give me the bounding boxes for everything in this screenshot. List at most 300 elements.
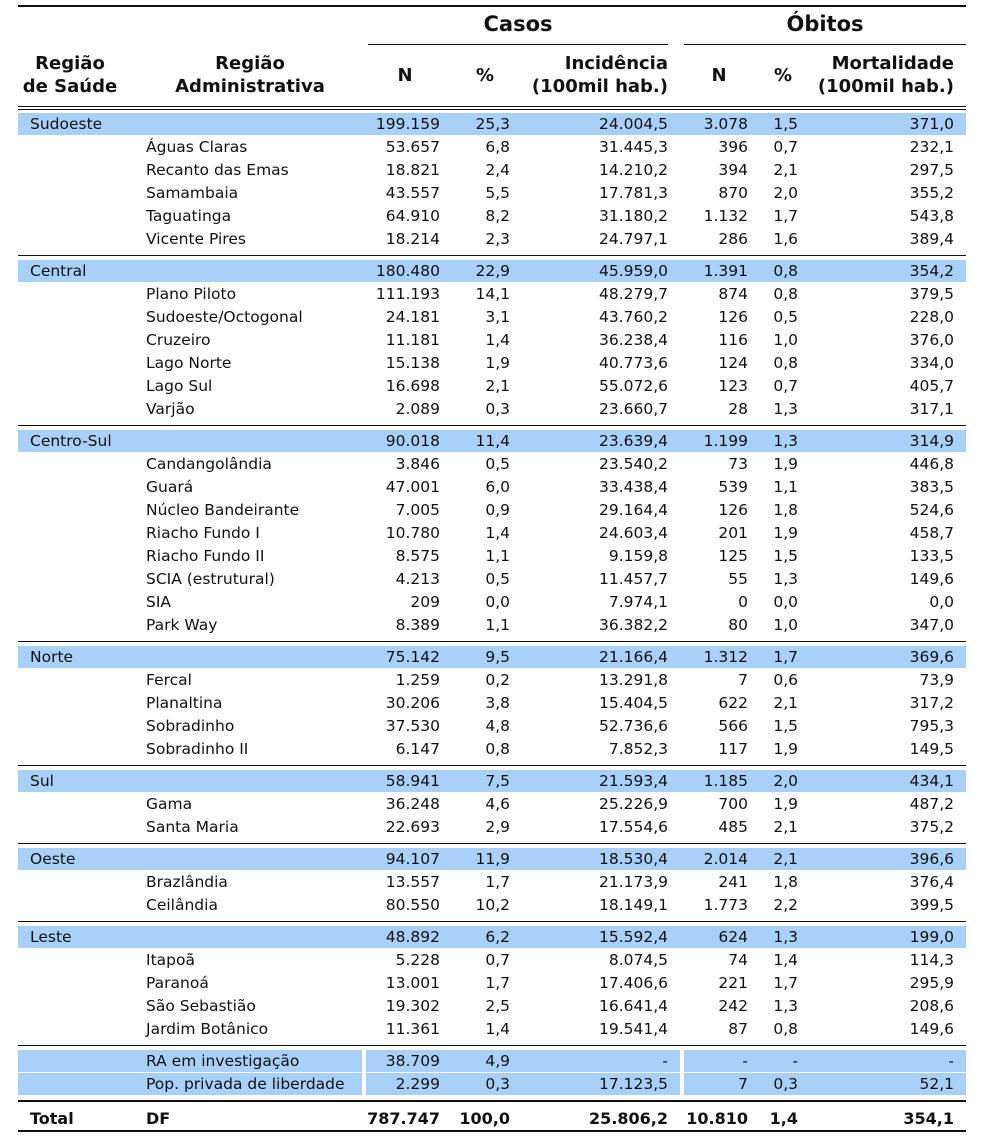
cell-casos-n: 53.657 bbox=[385, 138, 440, 156]
cell-obitos-n: 1.132 bbox=[703, 207, 748, 225]
cell-incidencia: 45.959,0 bbox=[598, 262, 668, 280]
row-divider bbox=[18, 109, 966, 110]
cell-obitos-pct: 1,9 bbox=[773, 795, 798, 813]
row-divider bbox=[18, 843, 966, 844]
cell-ra: Varjão bbox=[146, 400, 195, 418]
cell-mortalidade: 434,1 bbox=[909, 772, 954, 790]
cell-ra: Núcleo Bandeirante bbox=[146, 501, 300, 519]
cell-incidencia: 23.540,2 bbox=[598, 455, 668, 473]
cell-obitos-pct: 1,7 bbox=[773, 207, 798, 225]
cell-incidencia: 18.530,4 bbox=[598, 850, 668, 868]
cell-obitos-n: 80 bbox=[728, 616, 748, 634]
cell-mortalidade: 369,6 bbox=[909, 648, 954, 666]
table-row bbox=[18, 499, 966, 521]
table-row bbox=[18, 568, 966, 590]
cell-mortalidade: 347,0 bbox=[909, 616, 954, 634]
cell-casos-pct: 7,5 bbox=[485, 772, 510, 790]
cell-obitos-n: 28 bbox=[728, 400, 748, 418]
table-row bbox=[18, 205, 966, 227]
cell-incidencia: 15.404,5 bbox=[598, 694, 668, 712]
cell-obitos-n: 10.810 bbox=[686, 1109, 748, 1128]
table-row bbox=[18, 283, 966, 305]
cell-mortalidade: 317,1 bbox=[909, 400, 954, 418]
cell-obitos-n: 7 bbox=[738, 671, 748, 689]
col-header-obitos-pct: % bbox=[773, 65, 793, 86]
cell-ra: Lago Norte bbox=[146, 354, 232, 372]
cell-mortalidade: 354,1 bbox=[903, 1109, 954, 1128]
cell-casos-n: 4.213 bbox=[395, 570, 440, 588]
cell-ra: Lago Sul bbox=[146, 377, 213, 395]
cell-casos-n: 13.001 bbox=[385, 974, 440, 992]
cell-casos-n: 48.892 bbox=[385, 928, 440, 946]
cell-obitos-n: 73 bbox=[728, 455, 748, 473]
cell-casos-n: 58.941 bbox=[385, 772, 440, 790]
cell-casos-n: 2.089 bbox=[395, 400, 440, 418]
cell-obitos-n: 126 bbox=[718, 501, 748, 519]
table-row bbox=[18, 1073, 966, 1095]
cell-casos-pct: 1,9 bbox=[485, 354, 510, 372]
cell-obitos-pct: 1,3 bbox=[773, 400, 798, 418]
col-header-regiao-adm bbox=[166, 52, 334, 98]
cell-incidencia: 29.164,4 bbox=[598, 501, 668, 519]
header-rule bbox=[18, 106, 966, 107]
cell-obitos-n: 74 bbox=[728, 951, 748, 969]
row-divider bbox=[18, 1100, 966, 1102]
cell-ra: Plano Piloto bbox=[146, 285, 237, 303]
cell-obitos-n: 1.199 bbox=[703, 432, 748, 450]
cell-casos-pct: 22,9 bbox=[475, 262, 510, 280]
cell-ra: Guará bbox=[146, 478, 194, 496]
cell-casos-n: 11.361 bbox=[385, 1020, 440, 1038]
region-summary-row bbox=[18, 430, 966, 452]
cell-casos-pct: 100,0 bbox=[459, 1109, 510, 1128]
obitos-group-rule bbox=[684, 44, 966, 45]
cell-casos-n: 2.299 bbox=[395, 1075, 440, 1093]
cell-casos-n: 22.693 bbox=[385, 818, 440, 836]
cell-obitos-n: 2.014 bbox=[703, 850, 748, 868]
cell-mortalidade: 208,6 bbox=[909, 997, 954, 1015]
col-header-mortalidade-line2: (100mil hab.) bbox=[817, 76, 954, 97]
table-row bbox=[18, 136, 966, 158]
cell-ra: Riacho Fundo II bbox=[146, 547, 265, 565]
cell-mortalidade: 133,5 bbox=[909, 547, 954, 565]
cell-region: Sudoeste bbox=[30, 115, 103, 133]
cell-obitos-pct: 1,0 bbox=[773, 616, 798, 634]
table-row bbox=[18, 738, 966, 760]
cell-casos-pct: 6,0 bbox=[485, 478, 510, 496]
cell-ra: Jardim Botânico bbox=[146, 1020, 269, 1038]
cell-obitos-n: 870 bbox=[718, 184, 748, 202]
cell-obitos-n: 201 bbox=[718, 524, 748, 542]
cell-mortalidade: 355,2 bbox=[909, 184, 954, 202]
cell-incidencia: 36.238,4 bbox=[598, 331, 668, 349]
cell-obitos-n: 221 bbox=[718, 974, 748, 992]
cell-ra: SCIA (estrutural) bbox=[146, 570, 275, 588]
row-divider bbox=[18, 765, 966, 766]
cell-casos-n: 80.550 bbox=[385, 896, 440, 914]
table-row bbox=[18, 329, 966, 351]
cell-obitos-pct: 1,5 bbox=[773, 547, 798, 565]
cell-mortalidade: 295,9 bbox=[909, 974, 954, 992]
cell-obitos-pct: 0,8 bbox=[773, 354, 798, 372]
cell-obitos-n: - bbox=[742, 1052, 748, 1070]
cell-mortalidade: 149,6 bbox=[909, 570, 954, 588]
cell-casos-pct: 0,2 bbox=[485, 671, 510, 689]
cell-mortalidade: 379,5 bbox=[909, 285, 954, 303]
cell-casos-n: 8.575 bbox=[395, 547, 440, 565]
cell-casos-pct: 9,5 bbox=[485, 648, 510, 666]
cell-obitos-pct: 2,1 bbox=[773, 818, 798, 836]
cell-obitos-pct: 2,2 bbox=[773, 896, 798, 914]
cell-obitos-pct: 1,5 bbox=[773, 115, 798, 133]
cell-obitos-n: 700 bbox=[718, 795, 748, 813]
cell-casos-n: 43.557 bbox=[385, 184, 440, 202]
cell-casos-n: 787.747 bbox=[367, 1109, 440, 1128]
table-row bbox=[18, 669, 966, 691]
table-row bbox=[18, 375, 966, 397]
cell-incidencia: 19.541,4 bbox=[598, 1020, 668, 1038]
cell-obitos-n: 1.391 bbox=[703, 262, 748, 280]
cell-ra: DF bbox=[146, 1109, 171, 1128]
cell-obitos-pct: 1,3 bbox=[773, 928, 798, 946]
cell-casos-pct: 4,8 bbox=[485, 717, 510, 735]
cell-incidencia: 7.852,3 bbox=[608, 740, 668, 758]
cell-casos-pct: 2,4 bbox=[485, 161, 510, 179]
table-row bbox=[18, 692, 966, 714]
col-header-obitos-n: N bbox=[711, 65, 727, 86]
cell-ra: Fercal bbox=[146, 671, 192, 689]
cell-casos-n: 15.138 bbox=[385, 354, 440, 372]
cell-mortalidade: 232,1 bbox=[909, 138, 954, 156]
cell-ra: Pop. privada de liberdade bbox=[146, 1075, 345, 1093]
cell-obitos-n: 485 bbox=[718, 818, 748, 836]
cell-casos-n: 75.142 bbox=[385, 648, 440, 666]
cell-obitos-pct: 0,8 bbox=[773, 1020, 798, 1038]
cell-mortalidade: 543,8 bbox=[909, 207, 954, 225]
cell-casos-pct: 14,1 bbox=[475, 285, 510, 303]
cell-casos-n: 47.001 bbox=[385, 478, 440, 496]
cell-casos-n: 1.259 bbox=[395, 671, 440, 689]
table-row bbox=[18, 159, 966, 181]
cell-obitos-pct: 0,5 bbox=[773, 308, 798, 326]
cell-obitos-n: 0 bbox=[738, 593, 748, 611]
cell-obitos-n: 1.312 bbox=[703, 648, 748, 666]
cell-mortalidade: 524,6 bbox=[909, 501, 954, 519]
cell-casos-n: 209 bbox=[410, 593, 440, 611]
cell-casos-pct: 0,0 bbox=[485, 593, 510, 611]
cell-obitos-n: 126 bbox=[718, 308, 748, 326]
col-header-incidencia-line2: (100mil hab.) bbox=[531, 76, 668, 97]
cell-mortalidade: 0,0 bbox=[929, 593, 954, 611]
cell-incidencia: 25.226,9 bbox=[598, 795, 668, 813]
cell-incidencia: 17.554,6 bbox=[598, 818, 668, 836]
cell-casos-pct: 0,5 bbox=[485, 455, 510, 473]
cell-mortalidade: 795,3 bbox=[909, 717, 954, 735]
cell-incidencia: 24.004,5 bbox=[598, 115, 668, 133]
cell-ra: Paranoá bbox=[146, 974, 209, 992]
cell-obitos-n: 539 bbox=[718, 478, 748, 496]
cell-mortalidade: 371,0 bbox=[909, 115, 954, 133]
table-row bbox=[18, 453, 966, 475]
table-row bbox=[18, 614, 966, 636]
cell-incidencia: 16.641,4 bbox=[598, 997, 668, 1015]
table-row bbox=[18, 793, 966, 815]
cell-incidencia: 33.438,4 bbox=[598, 478, 668, 496]
cell-casos-pct: 2,3 bbox=[485, 230, 510, 248]
cell-mortalidade: 297,5 bbox=[909, 161, 954, 179]
cell-ra: Cruzeiro bbox=[146, 331, 211, 349]
region-summary-row bbox=[18, 926, 966, 948]
cell-obitos-pct: 0,8 bbox=[773, 262, 798, 280]
cell-incidencia: 36.382,2 bbox=[598, 616, 668, 634]
cell-obitos-n: 7 bbox=[738, 1075, 748, 1093]
cell-casos-n: 13.557 bbox=[385, 873, 440, 891]
cell-obitos-n: 117 bbox=[718, 740, 748, 758]
cell-casos-n: 64.910 bbox=[385, 207, 440, 225]
cell-mortalidade: 114,3 bbox=[909, 951, 954, 969]
cell-incidencia: 11.457,7 bbox=[598, 570, 668, 588]
cell-obitos-n: 3.078 bbox=[703, 115, 748, 133]
cell-obitos-n: 286 bbox=[718, 230, 748, 248]
table-row bbox=[18, 476, 966, 498]
cell-ra: Sobradinho II bbox=[146, 740, 249, 758]
column-gap bbox=[362, 1050, 366, 1072]
cell-casos-n: 199.159 bbox=[375, 115, 440, 133]
cell-mortalidade: 52,1 bbox=[919, 1075, 954, 1093]
table-row bbox=[18, 545, 966, 567]
cell-obitos-pct: 1,5 bbox=[773, 717, 798, 735]
cell-obitos-pct: 1,3 bbox=[773, 432, 798, 450]
cell-incidencia: 24.603,4 bbox=[598, 524, 668, 542]
cell-mortalidade: 199,0 bbox=[909, 928, 954, 946]
cell-casos-n: 180.480 bbox=[375, 262, 440, 280]
cell-mortalidade: 149,5 bbox=[909, 740, 954, 758]
cell-obitos-pct: 2,0 bbox=[773, 184, 798, 202]
cell-obitos-pct: 1,3 bbox=[773, 570, 798, 588]
region-summary-row bbox=[18, 646, 966, 668]
cell-mortalidade: 458,7 bbox=[909, 524, 954, 542]
cell-incidencia: 21.173,9 bbox=[598, 873, 668, 891]
cell-casos-pct: 4,9 bbox=[485, 1052, 510, 1070]
row-divider bbox=[18, 921, 966, 922]
cell-obitos-n: 124 bbox=[718, 354, 748, 372]
cell-mortalidade: 314,9 bbox=[909, 432, 954, 450]
cell-casos-pct: 5,5 bbox=[485, 184, 510, 202]
cell-casos-pct: 1,7 bbox=[485, 974, 510, 992]
cell-incidencia: 9.159,8 bbox=[608, 547, 668, 565]
cell-casos-pct: 1,4 bbox=[485, 524, 510, 542]
casos-group-rule bbox=[368, 44, 668, 45]
cell-ra: Ceilândia bbox=[146, 896, 218, 914]
cell-casos-n: 38.709 bbox=[385, 1052, 440, 1070]
row-divider bbox=[18, 425, 966, 426]
table-row bbox=[18, 228, 966, 250]
cell-obitos-pct: 0,0 bbox=[773, 593, 798, 611]
cell-obitos-n: 396 bbox=[718, 138, 748, 156]
cell-obitos-pct: 1,9 bbox=[773, 455, 798, 473]
table-row bbox=[18, 352, 966, 374]
cell-casos-pct: 25,3 bbox=[475, 115, 510, 133]
cell-ra: Brazlândia bbox=[146, 873, 228, 891]
cell-ra: Recanto das Emas bbox=[146, 161, 289, 179]
cell-mortalidade: 376,4 bbox=[909, 873, 954, 891]
cell-obitos-pct: 2,1 bbox=[773, 694, 798, 712]
cell-obitos-pct: 2,1 bbox=[773, 161, 798, 179]
col-header-n: N bbox=[397, 65, 413, 86]
cell-incidencia: 7.974,1 bbox=[608, 593, 668, 611]
cell-ra: São Sebastião bbox=[146, 997, 256, 1015]
cell-incidencia: 25.806,2 bbox=[589, 1109, 668, 1128]
cell-obitos-pct: 0,7 bbox=[773, 138, 798, 156]
cell-mortalidade: 334,0 bbox=[909, 354, 954, 372]
cell-obitos-n: 123 bbox=[718, 377, 748, 395]
cell-obitos-n: 1.773 bbox=[703, 896, 748, 914]
cell-incidencia: 17.123,5 bbox=[598, 1075, 668, 1093]
cell-incidencia: 13.291,8 bbox=[598, 671, 668, 689]
region-summary-row bbox=[18, 848, 966, 870]
cell-incidencia: 52.736,6 bbox=[598, 717, 668, 735]
cell-obitos-n: 394 bbox=[718, 161, 748, 179]
cell-region: Leste bbox=[30, 928, 72, 946]
cell-casos-pct: 3,1 bbox=[485, 308, 510, 326]
cell-ra: SIA bbox=[146, 593, 172, 611]
cell-casos-n: 5.228 bbox=[395, 951, 440, 969]
cell-obitos-n: 116 bbox=[718, 331, 748, 349]
col-header-pct: % bbox=[475, 65, 495, 86]
cell-obitos-pct: 1,6 bbox=[773, 230, 798, 248]
cell-obitos-n: 1.185 bbox=[703, 772, 748, 790]
cell-obitos-pct: 1,8 bbox=[773, 873, 798, 891]
cell-ra: Park Way bbox=[146, 616, 218, 634]
cell-casos-n: 37.530 bbox=[385, 717, 440, 735]
cell-casos-n: 11.181 bbox=[385, 331, 440, 349]
cell-mortalidade: 228,0 bbox=[909, 308, 954, 326]
cell-casos-n: 16.698 bbox=[385, 377, 440, 395]
col-header-incidencia-line1: Incidência bbox=[564, 53, 668, 74]
cell-obitos-pct: 0,6 bbox=[773, 671, 798, 689]
cell-obitos-n: 241 bbox=[718, 873, 748, 891]
cell-obitos-pct: 1,0 bbox=[773, 331, 798, 349]
col-header-regiao-adm-line1: Região bbox=[215, 53, 285, 74]
cell-ra: Samambaia bbox=[146, 184, 239, 202]
cell-obitos-n: 242 bbox=[718, 997, 748, 1015]
cell-casos-n: 94.107 bbox=[385, 850, 440, 868]
column-gap bbox=[362, 1073, 366, 1095]
cell-casos-pct: 1,4 bbox=[485, 1020, 510, 1038]
row-divider bbox=[18, 1045, 966, 1046]
cell-region: Total bbox=[30, 1109, 74, 1128]
cell-region: Norte bbox=[30, 648, 74, 666]
cell-casos-pct: 2,5 bbox=[485, 997, 510, 1015]
table-row bbox=[18, 522, 966, 544]
region-summary-row bbox=[18, 260, 966, 282]
table-row bbox=[18, 182, 966, 204]
cell-casos-pct: 2,9 bbox=[485, 818, 510, 836]
cell-casos-pct: 2,1 bbox=[485, 377, 510, 395]
cell-ra: RA em investigação bbox=[146, 1052, 300, 1070]
casos-group-header: Casos bbox=[483, 12, 553, 36]
cell-ra: Sobradinho bbox=[146, 717, 235, 735]
cell-incidencia: - bbox=[662, 1052, 668, 1070]
cell-mortalidade: 405,7 bbox=[909, 377, 954, 395]
top-rule bbox=[18, 5, 966, 7]
cell-casos-n: 3.846 bbox=[395, 455, 440, 473]
cell-incidencia: 43.760,2 bbox=[598, 308, 668, 326]
cell-casos-pct: 0,9 bbox=[485, 501, 510, 519]
cell-incidencia: 31.445,3 bbox=[598, 138, 668, 156]
cell-incidencia: 14.210,2 bbox=[598, 161, 668, 179]
table-row bbox=[18, 1050, 966, 1072]
cell-obitos-n: 566 bbox=[718, 717, 748, 735]
cell-mortalidade: 383,5 bbox=[909, 478, 954, 496]
cell-incidencia: 40.773,6 bbox=[598, 354, 668, 372]
cell-casos-pct: 1,1 bbox=[485, 547, 510, 565]
cell-obitos-pct: 2,1 bbox=[773, 850, 798, 868]
cell-casos-pct: 1,1 bbox=[485, 616, 510, 634]
total-row bbox=[18, 1106, 966, 1132]
cell-obitos-pct: 0,3 bbox=[773, 1075, 798, 1093]
cell-casos-n: 6.147 bbox=[395, 740, 440, 758]
cell-ra: Riacho Fundo I bbox=[146, 524, 260, 542]
cell-incidencia: 23.639,4 bbox=[598, 432, 668, 450]
table-row bbox=[18, 995, 966, 1017]
cell-casos-pct: 0,3 bbox=[485, 400, 510, 418]
column-gap bbox=[680, 1073, 684, 1095]
col-header-regiao-saude-line2: de Saúde bbox=[22, 76, 118, 97]
cell-ra: Santa Maria bbox=[146, 818, 239, 836]
cell-obitos-n: 874 bbox=[718, 285, 748, 303]
cell-ra: Taguatinga bbox=[146, 207, 232, 225]
table-row bbox=[18, 894, 966, 916]
cell-casos-pct: 0,7 bbox=[485, 951, 510, 969]
cell-casos-n: 10.780 bbox=[385, 524, 440, 542]
table-row bbox=[18, 949, 966, 971]
cell-casos-pct: 4,6 bbox=[485, 795, 510, 813]
cell-obitos-n: 87 bbox=[728, 1020, 748, 1038]
cell-mortalidade: 73,9 bbox=[919, 671, 954, 689]
cell-incidencia: 17.406,6 bbox=[598, 974, 668, 992]
cell-incidencia: 18.149,1 bbox=[598, 896, 668, 914]
cell-incidencia: 17.781,3 bbox=[598, 184, 668, 202]
cell-obitos-pct: 1,4 bbox=[769, 1109, 798, 1128]
cell-obitos-n: 125 bbox=[718, 547, 748, 565]
cell-mortalidade: 487,2 bbox=[909, 795, 954, 813]
cell-incidencia: 8.074,5 bbox=[608, 951, 668, 969]
cell-mortalidade: 446,8 bbox=[909, 455, 954, 473]
table-row bbox=[18, 816, 966, 838]
cell-obitos-pct: 0,8 bbox=[773, 285, 798, 303]
cell-casos-pct: 1,4 bbox=[485, 331, 510, 349]
cell-incidencia: 21.166,4 bbox=[598, 648, 668, 666]
cell-obitos-pct: 1,1 bbox=[773, 478, 798, 496]
cell-obitos-pct: 1,8 bbox=[773, 501, 798, 519]
cell-incidencia: 23.660,7 bbox=[598, 400, 668, 418]
cell-incidencia: 15.592,4 bbox=[598, 928, 668, 946]
table-row bbox=[18, 398, 966, 420]
cell-obitos-n: 624 bbox=[718, 928, 748, 946]
cell-casos-n: 36.248 bbox=[385, 795, 440, 813]
cell-ra: Candangolândia bbox=[146, 455, 272, 473]
cell-casos-n: 18.214 bbox=[385, 230, 440, 248]
cell-obitos-pct: 1,7 bbox=[773, 648, 798, 666]
cell-obitos-pct: 1,7 bbox=[773, 974, 798, 992]
table-row bbox=[18, 972, 966, 994]
row-divider bbox=[18, 255, 966, 256]
cell-casos-pct: 11,4 bbox=[475, 432, 510, 450]
cell-casos-n: 24.181 bbox=[385, 308, 440, 326]
cell-casos-pct: 11,9 bbox=[475, 850, 510, 868]
cell-casos-pct: 0,8 bbox=[485, 740, 510, 758]
